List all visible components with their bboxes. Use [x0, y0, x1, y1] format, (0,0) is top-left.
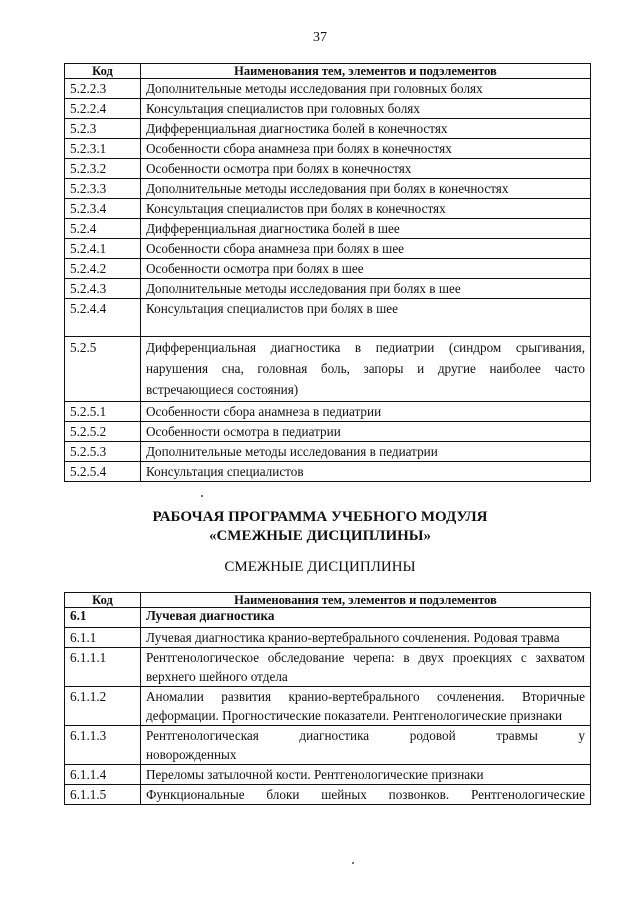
topics-table-related-disciplines [64, 592, 591, 805]
row-code: 5.2.5.4 [65, 462, 141, 482]
table-row [65, 442, 591, 462]
table-row [65, 687, 591, 726]
row-name: Лучевая диагностика кранио-вертебрального сочленения. Родовая травма [141, 628, 591, 648]
row-code: 5.2.4.4 [65, 299, 141, 337]
table-row [65, 119, 591, 139]
table-header-row [65, 593, 591, 608]
header-name: Наименования тем, элементов и подэлементов [141, 64, 591, 79]
topics-table-continued [64, 63, 591, 482]
row-code: 5.2.4.2 [65, 259, 141, 279]
scan-speck [201, 495, 203, 497]
row-name: Дифференциальная диагностика болей в конечностях [141, 119, 591, 139]
row-code: 5.2.5.3 [65, 442, 141, 462]
row-name: Функциональные блоки шейных позвонков. Рентгенологические [141, 785, 591, 805]
scan-speck [352, 862, 354, 864]
row-name: Дифференциальная диагностика болей в шее [141, 219, 591, 239]
row-code: 6.1.1.1 [65, 648, 141, 687]
row-code: 5.2.5.1 [65, 402, 141, 422]
table-row [65, 199, 591, 219]
row-name: Особенности осмотра при болях в шее [141, 259, 591, 279]
row-code: 5.2.2.3 [65, 79, 141, 99]
row-code: 5.2.4 [65, 219, 141, 239]
row-code: 6.1.1.5 [65, 785, 141, 805]
row-name: Переломы затылочной кости. Рентгенологические признаки [141, 765, 591, 785]
header-code: Код [65, 64, 141, 79]
row-name: Дополнительные методы исследования при головных болях [141, 79, 591, 99]
row-name: Дополнительные методы исследования при болях в конечностях [141, 179, 591, 199]
section-title-line2: «СМЕЖНЫЕ ДИСЦИПЛИНЫ» [208, 528, 432, 544]
table-row [65, 239, 591, 259]
section-title-line1: РАБОЧАЯ ПРОГРАММА УЧЕБНОГО МОДУЛЯ [152, 509, 488, 525]
table-row [65, 219, 591, 239]
row-name: Дополнительные методы исследования в педиатрии [141, 442, 591, 462]
row-code: 5.2.4.3 [65, 279, 141, 299]
table-row [65, 608, 591, 628]
row-code: 5.2.3.2 [65, 159, 141, 179]
table-row [65, 337, 591, 402]
row-name: Дополнительные методы исследования при болях в шее [141, 279, 591, 299]
row-code: 5.2.5 [65, 337, 141, 402]
row-code: 6.1.1 [65, 628, 141, 648]
header-code: Код [65, 593, 141, 608]
table-row [65, 159, 591, 179]
row-code: 6.1.1.4 [65, 765, 141, 785]
row-name: Консультация специалистов при болях в шее [141, 299, 591, 337]
row-code: 5.2.3.1 [65, 139, 141, 159]
table-header-row [65, 64, 591, 79]
table-row [65, 279, 591, 299]
table-row [65, 648, 591, 687]
row-code: 5.2.2.4 [65, 99, 141, 119]
row-code: 6.1.1.2 [65, 687, 141, 726]
row-name: Особенности осмотра при болях в конечностях [141, 159, 591, 179]
row-name: Рентгенологическое обследование черепа: в двух проекциях с захватом верхнего шейного отдела [141, 648, 591, 687]
table-row [65, 179, 591, 199]
row-name: Особенности сбора анамнеза при болях в конечностях [141, 139, 591, 159]
row-name: Особенности сбора анамнеза при болях в шее [141, 239, 591, 259]
row-code: 5.2.5.2 [65, 422, 141, 442]
table-row [65, 785, 591, 805]
table-row [65, 628, 591, 648]
table-row [65, 299, 591, 337]
row-name: Рентгенологическая диагностика родовой травмы у новорожденных [141, 726, 591, 765]
table-row [65, 765, 591, 785]
row-name: Аномалии развития кранио-вертебрального сочленения. Вторичные деформации. Прогностические показатели. Рентгенологические признаки [141, 687, 591, 726]
table-row [65, 99, 591, 119]
row-name: Особенности сбора анамнеза в педиатрии [141, 402, 591, 422]
row-name: Консультация специалистов [141, 462, 591, 482]
header-name: Наименования тем, элементов и подэлементов [141, 593, 591, 608]
page-number: 37 [313, 30, 327, 45]
table-row [65, 259, 591, 279]
row-name: Консультация специалистов при болях в конечностях [141, 199, 591, 219]
row-code: 5.2.3.3 [65, 179, 141, 199]
row-code: 5.2.3.4 [65, 199, 141, 219]
row-name: Консультация специалистов при головных болях [141, 99, 591, 119]
table-row [65, 79, 591, 99]
section-subtitle: СМЕЖНЫЕ ДИСЦИПЛИНЫ [224, 559, 416, 575]
table-row [65, 462, 591, 482]
row-name: Дифференциальная диагностика в педиатрии (синдром срыгивания, нарушения сна, головная боль, запоры и другие наиболее часто встречающиеся состояния) [141, 337, 591, 402]
row-code: 6.1 [65, 608, 141, 628]
table-row [65, 422, 591, 442]
row-name: Особенности осмотра в педиатрии [141, 422, 591, 442]
table-row [65, 402, 591, 422]
row-code: 5.2.3 [65, 119, 141, 139]
row-code: 6.1.1.3 [65, 726, 141, 765]
table-row [65, 139, 591, 159]
row-name: Лучевая диагностика [141, 608, 591, 628]
row-code: 5.2.4.1 [65, 239, 141, 259]
table-row [65, 726, 591, 765]
